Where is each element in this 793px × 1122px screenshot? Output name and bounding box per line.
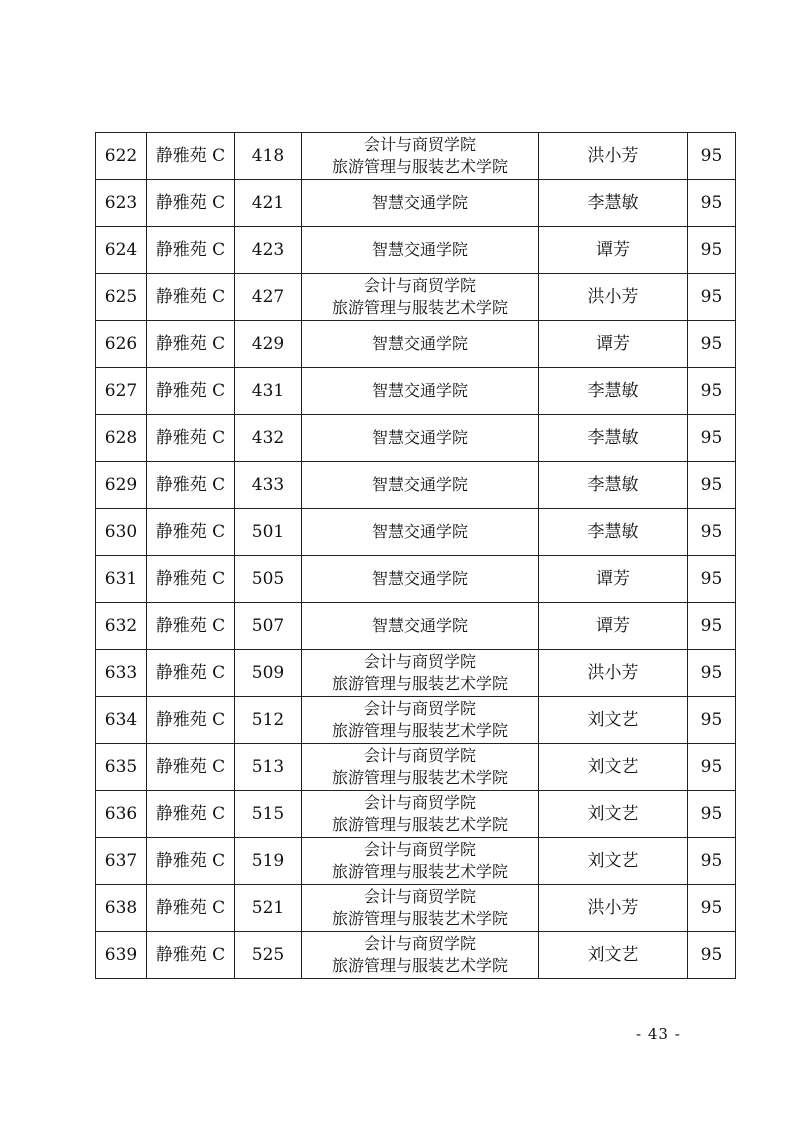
staff-name-cell: 谭芳 — [539, 556, 688, 603]
staff-name-cell: 洪小芳 — [539, 650, 688, 697]
table-row — [96, 744, 736, 791]
row-number-cell: 639 — [96, 932, 147, 979]
score-cell: 95 — [688, 556, 736, 603]
row-number-cell: 626 — [96, 321, 147, 368]
staff-name-cell: 李慧敏 — [539, 462, 688, 509]
staff-name-cell: 李慧敏 — [539, 415, 688, 462]
table-row — [96, 697, 736, 744]
score-cell: 95 — [688, 885, 736, 932]
row-number-cell: 633 — [96, 650, 147, 697]
staff-name-cell: 刘文艺 — [539, 791, 688, 838]
room-number-cell: 519 — [235, 838, 302, 885]
table-row — [96, 415, 736, 462]
college-name: 旅游管理与服装艺术学院 — [331, 298, 508, 317]
room-number-cell: 421 — [235, 180, 302, 227]
table-row — [96, 556, 736, 603]
row-number-cell: 625 — [96, 274, 147, 321]
building-cell: 静雅苑 C — [147, 556, 235, 603]
score-cell: 95 — [688, 133, 736, 180]
college-name: 智慧交通学院 — [371, 616, 468, 635]
college-name: 旅游管理与服装艺术学院 — [331, 768, 508, 787]
college-name: 智慧交通学院 — [371, 334, 468, 353]
college-cell — [302, 133, 539, 180]
college-name: 旅游管理与服装艺术学院 — [331, 956, 508, 975]
room-number-cell: 501 — [235, 509, 302, 556]
row-number-cell: 637 — [96, 838, 147, 885]
staff-name-cell: 刘文艺 — [539, 932, 688, 979]
college-name: 智慧交通学院 — [371, 522, 468, 541]
table-row — [96, 180, 736, 227]
college-name: 智慧交通学院 — [371, 428, 468, 447]
row-number-cell: 636 — [96, 791, 147, 838]
college-cell — [302, 180, 539, 227]
college-name: 会计与商贸学院 — [363, 840, 476, 859]
building-cell: 静雅苑 C — [147, 462, 235, 509]
staff-name-cell: 洪小芳 — [539, 133, 688, 180]
college-cell — [302, 838, 539, 885]
building-cell: 静雅苑 C — [147, 791, 235, 838]
room-number-cell: 429 — [235, 321, 302, 368]
college-name: 会计与商贸学院 — [363, 887, 476, 906]
table-row — [96, 227, 736, 274]
college-name: 会计与商贸学院 — [363, 135, 476, 154]
row-number-cell: 627 — [96, 368, 147, 415]
college-cell — [302, 650, 539, 697]
table-row — [96, 603, 736, 650]
room-number-cell: 432 — [235, 415, 302, 462]
table-row — [96, 791, 736, 838]
college-name: 智慧交通学院 — [371, 475, 468, 494]
row-number-cell: 623 — [96, 180, 147, 227]
row-number-cell: 622 — [96, 133, 147, 180]
building-cell: 静雅苑 C — [147, 744, 235, 791]
college-cell — [302, 415, 539, 462]
room-number-cell: 427 — [235, 274, 302, 321]
row-number-cell: 635 — [96, 744, 147, 791]
table-body — [96, 133, 736, 979]
score-cell: 95 — [688, 227, 736, 274]
college-cell — [302, 885, 539, 932]
staff-name-cell: 刘文艺 — [539, 744, 688, 791]
staff-name-cell: 李慧敏 — [539, 368, 688, 415]
college-name: 会计与商贸学院 — [363, 934, 476, 953]
row-number-cell: 629 — [96, 462, 147, 509]
row-number-cell: 631 — [96, 556, 147, 603]
college-name: 会计与商贸学院 — [363, 793, 476, 812]
score-cell: 95 — [688, 744, 736, 791]
table-row — [96, 321, 736, 368]
building-cell: 静雅苑 C — [147, 227, 235, 274]
room-number-cell: 505 — [235, 556, 302, 603]
table-row — [96, 274, 736, 321]
score-cell: 95 — [688, 791, 736, 838]
row-number-cell: 632 — [96, 603, 147, 650]
table-row — [96, 838, 736, 885]
building-cell: 静雅苑 C — [147, 885, 235, 932]
score-cell: 95 — [688, 321, 736, 368]
staff-name-cell: 谭芳 — [539, 603, 688, 650]
score-cell: 95 — [688, 462, 736, 509]
staff-name-cell: 李慧敏 — [539, 180, 688, 227]
college-name: 旅游管理与服装艺术学院 — [331, 909, 508, 928]
row-number-cell: 638 — [96, 885, 147, 932]
room-number-cell: 513 — [235, 744, 302, 791]
building-cell: 静雅苑 C — [147, 603, 235, 650]
room-number-cell: 507 — [235, 603, 302, 650]
staff-name-cell: 谭芳 — [539, 227, 688, 274]
score-cell: 95 — [688, 697, 736, 744]
staff-name-cell: 洪小芳 — [539, 885, 688, 932]
college-cell — [302, 791, 539, 838]
college-name: 会计与商贸学院 — [363, 652, 476, 671]
staff-name-cell: 李慧敏 — [539, 509, 688, 556]
college-cell — [302, 368, 539, 415]
room-number-cell: 515 — [235, 791, 302, 838]
building-cell: 静雅苑 C — [147, 274, 235, 321]
building-cell: 静雅苑 C — [147, 932, 235, 979]
row-number-cell: 624 — [96, 227, 147, 274]
room-number-cell: 431 — [235, 368, 302, 415]
staff-name-cell: 谭芳 — [539, 321, 688, 368]
room-number-cell: 512 — [235, 697, 302, 744]
score-cell: 95 — [688, 180, 736, 227]
building-cell: 静雅苑 C — [147, 509, 235, 556]
college-cell — [302, 462, 539, 509]
table-row — [96, 368, 736, 415]
college-name: 会计与商贸学院 — [363, 746, 476, 765]
score-cell: 95 — [688, 838, 736, 885]
table-row — [96, 932, 736, 979]
college-cell — [302, 509, 539, 556]
college-name: 智慧交通学院 — [371, 569, 468, 588]
score-cell: 95 — [688, 415, 736, 462]
row-number-cell: 628 — [96, 415, 147, 462]
room-number-cell: 521 — [235, 885, 302, 932]
college-name: 智慧交通学院 — [371, 193, 468, 212]
score-cell: 95 — [688, 368, 736, 415]
table-row — [96, 462, 736, 509]
building-cell: 静雅苑 C — [147, 133, 235, 180]
row-number-cell: 630 — [96, 509, 147, 556]
building-cell: 静雅苑 C — [147, 368, 235, 415]
staff-name-cell: 刘文艺 — [539, 838, 688, 885]
college-name: 会计与商贸学院 — [363, 699, 476, 718]
score-cell: 95 — [688, 650, 736, 697]
staff-name-cell: 洪小芳 — [539, 274, 688, 321]
college-name: 智慧交通学院 — [371, 381, 468, 400]
building-cell: 静雅苑 C — [147, 321, 235, 368]
table-row — [96, 885, 736, 932]
college-cell — [302, 227, 539, 274]
college-name: 旅游管理与服装艺术学院 — [331, 674, 508, 693]
score-cell: 95 — [688, 603, 736, 650]
college-name: 会计与商贸学院 — [363, 276, 476, 295]
staff-name-cell: 刘文艺 — [539, 697, 688, 744]
college-cell — [302, 321, 539, 368]
score-cell: 95 — [688, 932, 736, 979]
college-name: 旅游管理与服装艺术学院 — [331, 862, 508, 881]
building-cell: 静雅苑 C — [147, 415, 235, 462]
table-row — [96, 509, 736, 556]
table-row — [96, 133, 736, 180]
room-number-cell: 423 — [235, 227, 302, 274]
college-cell — [302, 697, 539, 744]
dormitory-inspection-table — [95, 132, 736, 979]
college-cell — [302, 274, 539, 321]
college-cell — [302, 603, 539, 650]
building-cell: 静雅苑 C — [147, 180, 235, 227]
building-cell: 静雅苑 C — [147, 650, 235, 697]
college-name: 旅游管理与服装艺术学院 — [331, 157, 508, 176]
college-cell — [302, 932, 539, 979]
score-cell: 95 — [688, 274, 736, 321]
building-cell: 静雅苑 C — [147, 838, 235, 885]
room-number-cell: 418 — [235, 133, 302, 180]
building-cell: 静雅苑 C — [147, 697, 235, 744]
college-name: 旅游管理与服装艺术学院 — [331, 721, 508, 740]
page-number: - 43 - — [636, 1025, 681, 1043]
college-name: 智慧交通学院 — [371, 240, 468, 259]
college-cell — [302, 556, 539, 603]
room-number-cell: 509 — [235, 650, 302, 697]
college-cell — [302, 744, 539, 791]
row-number-cell: 634 — [96, 697, 147, 744]
table-row — [96, 650, 736, 697]
score-cell: 95 — [688, 509, 736, 556]
college-name: 旅游管理与服装艺术学院 — [331, 815, 508, 834]
room-number-cell: 525 — [235, 932, 302, 979]
room-number-cell: 433 — [235, 462, 302, 509]
